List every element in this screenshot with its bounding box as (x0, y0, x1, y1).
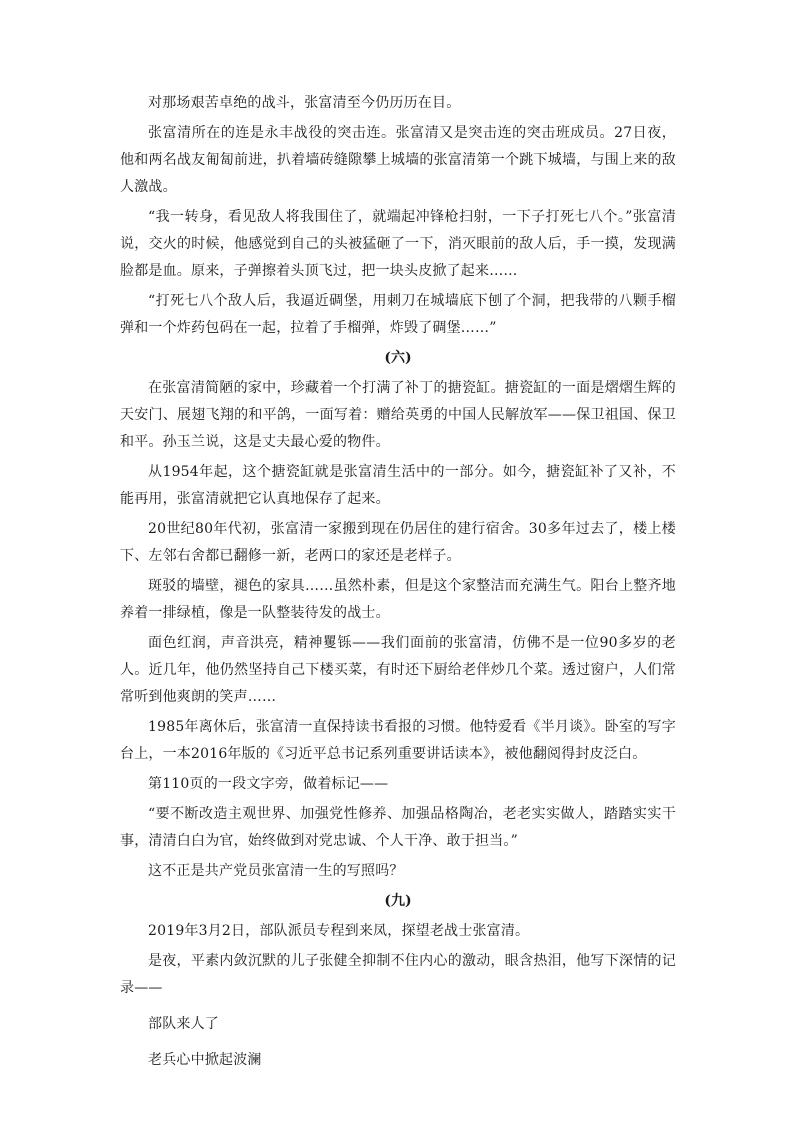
quotation: “要不断改造主观世界、加强党性修养、加强品格陶冶，老老实实做人，踏踏实实干事，清清白白为官，始终做到对党忠诚、个人干净、敢于担当。” (120, 806, 676, 849)
paragraph: 是夜，平素内敛沉默的儿子张健全抑制不住内心的激动，眼含热泪，他写下深情的记录—— (120, 953, 676, 996)
paragraph: 第110页的一段文字旁，做着标记—— (148, 776, 389, 792)
paragraph: 20世纪80年代初，张富清一家搬到现在仍居住的建行宿舍。30多年过去了，楼上楼下、左邻右舍都已翻修一新，老两口的家还是老样子。 (120, 521, 676, 564)
paragraph: 从1954年起，这个搪瓷缸就是张富清生活中的一部分。如今，搪瓷缸补了又补，不能再用，张富清就把它认真地保存了起来。 (120, 464, 676, 507)
paragraph: “打死七八个敌人后，我逼近碉堡，用刺刀在城墙底下刨了个洞，把我带的八颗手榴弹和一个炸药包码在一起，拉着了手榴弹，炸毁了碉堡……” (120, 293, 676, 336)
section-heading-6: (六) (384, 350, 412, 366)
paragraph: 面色红润，声音洪亮，精神矍铄——我们面前的张富清，仿佛不是一位90多岁的老人。近几年，他仍然坚持自己下楼买菜，有时还下厨给老伴炒几个菜。透过窗户，人们常常听到他爽朗的笑声…… (120, 635, 676, 705)
document-page (120, 90, 676, 1077)
paragraph: 斑驳的墙壁，褪色的家具……虽然朴素，但是这个家整洁而充满生气。阳台上整齐地养着一排绿植，像是一队整装待发的战士。 (120, 578, 676, 621)
paragraph: 2019年3月2日，部队派员专程到来凤，探望老战士张富清。 (148, 923, 530, 939)
section-heading-9: (九) (384, 893, 412, 909)
poem-line: 部队来人了 (148, 1016, 219, 1032)
paragraph: 张富清所在的连是永丰战役的突击连。张富清又是突击连的突击班成员。27日夜，他和两名战友匍匐前进，扒着墙砖缝隙攀上城墙的张富清第一个跳下城墙，与围上来的敌人激战。 (120, 125, 676, 195)
poem-line: 老兵心中掀起波澜 (148, 1052, 262, 1068)
paragraph: 对那场艰苦卓绝的战斗，张富清至今仍历历在目。 (148, 95, 461, 111)
paragraph: “我一转身，看见敌人将我围住了，就端起冲锋枪扫射，一下子打死七八个。”张富清说，交火的时候，他感觉到自己的头被猛砸了一下，消灭眼前的敌人后，手一摸，发现满脸都是血。原来，子弹擦着头顶飞过，把一块头皮掀了起来…… (120, 209, 676, 279)
paragraph: 1985年离休后，张富清一直保持读书看报的习惯。他特爱看《半月谈》。卧室的写字台上，一本2016年版的《习近平总书记系列重要讲话读本》，被他翻阅得封皮泛白。 (120, 719, 676, 762)
paragraph: 在张富清简陋的家中，珍藏着一个打满了补丁的搪瓷缸。搪瓷缸的一面是熠熠生辉的天安门、展翅飞翔的和平鸽，一面写着：赠给英勇的中国人民解放军——保卫祖国、保卫和平。孙玉兰说，这是丈夫最心爱的物件。 (120, 380, 676, 450)
paragraph: 这不正是共产党员张富清一生的写照吗？ (148, 863, 404, 879)
